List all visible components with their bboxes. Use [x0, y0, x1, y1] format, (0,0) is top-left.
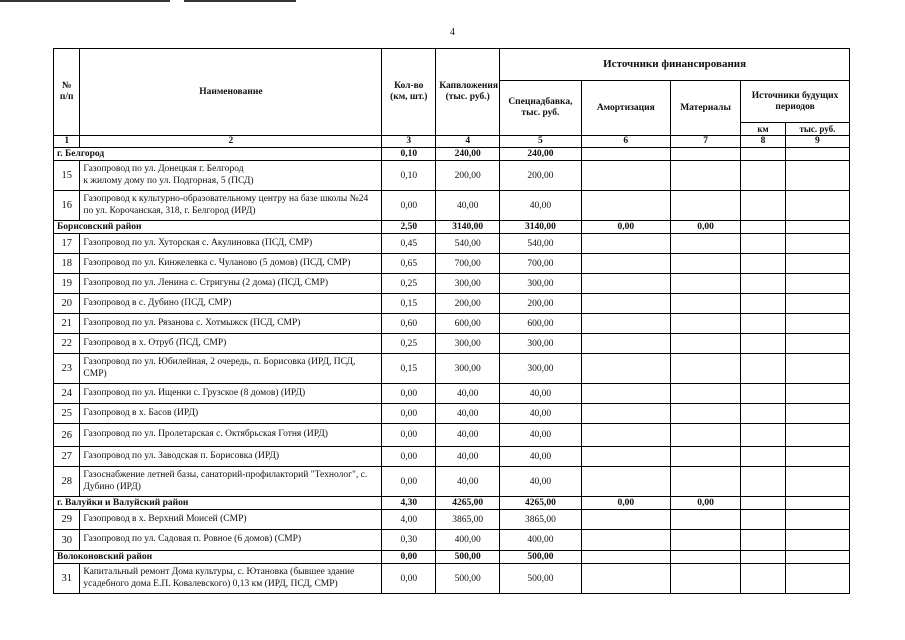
row-number: 23 — [54, 354, 80, 384]
row-qty: 0,25 — [382, 334, 436, 354]
row-investments: 40,00 — [436, 447, 500, 467]
section-special: 500,00 — [500, 551, 581, 564]
row-name: Газопровод по ул. Заводская п. Борисовка (ИРД) — [80, 447, 382, 467]
section-special: 3140,00 — [500, 221, 581, 234]
row-amortization — [581, 294, 670, 314]
table-row — [54, 314, 850, 334]
row-future-km — [741, 424, 786, 447]
row-investments: 40,00 — [436, 467, 500, 497]
table-row — [54, 564, 850, 594]
table-row — [54, 424, 850, 447]
section-future-km — [741, 221, 786, 234]
header-special: Спецнадбавка, тыс. руб. — [500, 81, 581, 136]
header-amortization: Амортизация — [581, 81, 670, 136]
top-rule-right — [184, 0, 296, 2]
row-name: Газопровод по ул. Садовая п. Ровное (6 домов) (СМР) — [80, 530, 382, 551]
row-special: 700,00 — [500, 254, 581, 274]
row-amortization — [581, 191, 670, 221]
row-investments: 200,00 — [436, 294, 500, 314]
row-number: 15 — [54, 161, 80, 191]
row-future-km — [741, 467, 786, 497]
row-name: Газопровод по ул. Рязанова с. Хотмыжск (ПСД, СМР) — [80, 314, 382, 334]
row-special: 40,00 — [500, 191, 581, 221]
section-future-rub — [785, 551, 849, 564]
row-number: 20 — [54, 294, 80, 314]
row-future-rub — [785, 447, 849, 467]
row-number: 28 — [54, 467, 80, 497]
section-amortization: 0,00 — [581, 221, 670, 234]
row-qty: 0,00 — [382, 191, 436, 221]
table-row — [54, 161, 850, 191]
row-materials — [671, 510, 741, 530]
row-qty: 0,45 — [382, 234, 436, 254]
row-investments: 300,00 — [436, 334, 500, 354]
row-investments: 600,00 — [436, 314, 500, 334]
header-name: Наименование — [80, 49, 382, 136]
row-name: Газопровод в с. Дубино (ПСД, СМР) — [80, 294, 382, 314]
row-amortization — [581, 404, 670, 424]
row-amortization — [581, 530, 670, 551]
section-row — [54, 221, 850, 234]
column-number-row — [54, 136, 850, 148]
row-materials — [671, 334, 741, 354]
row-number: 17 — [54, 234, 80, 254]
header-funding-sources: Источники финансирования — [500, 49, 850, 81]
table-row — [54, 530, 850, 551]
row-future-km — [741, 191, 786, 221]
row-name: Газопровод в х. Отруб (ПСД, СМР) — [80, 334, 382, 354]
table-row — [54, 274, 850, 294]
section-future-km — [741, 148, 786, 161]
row-name: Газопровод по ул. Ленина с. Стригуны (2 дома) (ПСД, СМР) — [80, 274, 382, 294]
table-row — [54, 254, 850, 274]
table-row — [54, 384, 850, 404]
table-row — [54, 447, 850, 467]
row-name: Газопровод к культурно-образовательному центру на базе школы №24 по ул. Корочанская, 318, г. Белгород (ИРД) — [80, 191, 382, 221]
column-number: 3 — [382, 136, 436, 148]
column-number: 8 — [741, 136, 786, 148]
section-future-rub — [785, 497, 849, 510]
top-rule-left — [0, 0, 170, 2]
header-future-sources: Источники будущих периодов — [741, 81, 850, 123]
row-investments: 540,00 — [436, 234, 500, 254]
header-no: № п/п — [54, 49, 80, 136]
section-name: Волоконовский район — [54, 551, 382, 564]
section-amortization — [581, 551, 670, 564]
row-future-km — [741, 294, 786, 314]
row-future-km — [741, 564, 786, 594]
row-materials — [671, 530, 741, 551]
row-materials — [671, 384, 741, 404]
row-number: 25 — [54, 404, 80, 424]
row-future-rub — [785, 404, 849, 424]
header-investments: Капвложения (тыс. руб.) — [436, 49, 500, 136]
row-special: 40,00 — [500, 467, 581, 497]
row-number: 22 — [54, 334, 80, 354]
row-qty: 0,00 — [382, 404, 436, 424]
section-investments: 4265,00 — [436, 497, 500, 510]
row-future-km — [741, 447, 786, 467]
row-future-rub — [785, 467, 849, 497]
row-number: 21 — [54, 314, 80, 334]
table-row — [54, 191, 850, 221]
row-qty: 0,00 — [382, 564, 436, 594]
section-future-rub — [785, 148, 849, 161]
row-investments: 300,00 — [436, 354, 500, 384]
header-future-km: км — [741, 123, 786, 136]
row-future-km — [741, 404, 786, 424]
row-qty: 0,15 — [382, 354, 436, 384]
row-investments: 200,00 — [436, 161, 500, 191]
row-special: 300,00 — [500, 334, 581, 354]
row-investments: 40,00 — [436, 384, 500, 404]
section-materials — [671, 551, 741, 564]
row-future-rub — [785, 354, 849, 384]
row-future-km — [741, 234, 786, 254]
row-materials — [671, 234, 741, 254]
section-special: 4265,00 — [500, 497, 581, 510]
row-investments: 40,00 — [436, 191, 500, 221]
section-investments: 3140,00 — [436, 221, 500, 234]
row-name: Газопровод по ул. Ищенки с. Грузское (8 домов) (ИРД) — [80, 384, 382, 404]
row-materials — [671, 467, 741, 497]
row-amortization — [581, 510, 670, 530]
row-name: Газопровод по ул. Пролетарская с. Октябрьская Готня (ИРД) — [80, 424, 382, 447]
row-materials — [671, 564, 741, 594]
row-special: 40,00 — [500, 424, 581, 447]
row-materials — [671, 354, 741, 384]
row-qty: 0,30 — [382, 530, 436, 551]
column-number: 1 — [54, 136, 80, 148]
row-future-rub — [785, 234, 849, 254]
row-materials — [671, 294, 741, 314]
row-future-rub — [785, 334, 849, 354]
row-special: 600,00 — [500, 314, 581, 334]
row-materials — [671, 314, 741, 334]
column-number: 5 — [500, 136, 581, 148]
row-future-rub — [785, 294, 849, 314]
row-name: Капитальный ремонт Дома культуры, с. Ютановка (бывшее здание усадебного дома Е.П. Ковалевского) 0,13 км (ИРД, ПСД, СМР) — [80, 564, 382, 594]
table-row — [54, 354, 850, 384]
row-special: 40,00 — [500, 447, 581, 467]
row-future-rub — [785, 274, 849, 294]
row-future-km — [741, 274, 786, 294]
column-number: 2 — [80, 136, 382, 148]
row-future-rub — [785, 530, 849, 551]
header-future-rub: тыс. руб. — [785, 123, 849, 136]
row-future-km — [741, 334, 786, 354]
section-name: г. Валуйки и Валуйский район — [54, 497, 382, 510]
row-name: Газопровод по ул. Донецкая г. Белгород к жилому дому по ул. Подгорная, 5 (ПСД) — [80, 161, 382, 191]
row-amortization — [581, 314, 670, 334]
row-number: 26 — [54, 424, 80, 447]
row-investments: 300,00 — [436, 274, 500, 294]
table-row — [54, 334, 850, 354]
row-name: Газопровод по ул. Кинжелевка с. Чуланово (5 домов) (ПСД, СМР) — [80, 254, 382, 274]
row-qty: 0,00 — [382, 467, 436, 497]
row-future-rub — [785, 161, 849, 191]
row-special: 540,00 — [500, 234, 581, 254]
row-qty: 4,00 — [382, 510, 436, 530]
row-amortization — [581, 354, 670, 384]
section-future-rub — [785, 221, 849, 234]
row-qty: 0,60 — [382, 314, 436, 334]
row-special: 400,00 — [500, 530, 581, 551]
row-special: 500,00 — [500, 564, 581, 594]
row-materials — [671, 254, 741, 274]
row-future-km — [741, 510, 786, 530]
section-name: Борисовский район — [54, 221, 382, 234]
row-amortization — [581, 234, 670, 254]
section-qty: 4,30 — [382, 497, 436, 510]
row-investments: 400,00 — [436, 530, 500, 551]
row-future-km — [741, 354, 786, 384]
row-materials — [671, 404, 741, 424]
row-materials — [671, 161, 741, 191]
section-materials — [671, 148, 741, 161]
row-special: 200,00 — [500, 161, 581, 191]
funding-table — [53, 48, 850, 594]
row-qty: 0,65 — [382, 254, 436, 274]
column-number: 6 — [581, 136, 670, 148]
section-row — [54, 497, 850, 510]
row-amortization — [581, 424, 670, 447]
row-materials — [671, 191, 741, 221]
row-amortization — [581, 447, 670, 467]
section-qty: 0,00 — [382, 551, 436, 564]
row-special: 40,00 — [500, 384, 581, 404]
row-name: Газопровод по ул. Хуторская с. Акулиновка (ПСД, СМР) — [80, 234, 382, 254]
row-materials — [671, 447, 741, 467]
row-future-rub — [785, 384, 849, 404]
row-special: 40,00 — [500, 404, 581, 424]
row-future-rub — [785, 254, 849, 274]
section-name: г. Белгород — [54, 148, 382, 161]
row-future-rub — [785, 510, 849, 530]
header-qty: Кол-во (км, шт.) — [382, 49, 436, 136]
section-special: 240,00 — [500, 148, 581, 161]
row-investments: 500,00 — [436, 564, 500, 594]
section-amortization — [581, 148, 670, 161]
row-amortization — [581, 274, 670, 294]
row-number: 31 — [54, 564, 80, 594]
row-number: 30 — [54, 530, 80, 551]
section-row — [54, 551, 850, 564]
section-investments: 240,00 — [436, 148, 500, 161]
table-row — [54, 510, 850, 530]
row-future-km — [741, 384, 786, 404]
row-materials — [671, 274, 741, 294]
table-row — [54, 234, 850, 254]
row-number: 16 — [54, 191, 80, 221]
column-number: 7 — [671, 136, 741, 148]
section-materials: 0,00 — [671, 221, 741, 234]
section-qty: 2,50 — [382, 221, 436, 234]
row-amortization — [581, 564, 670, 594]
row-number: 29 — [54, 510, 80, 530]
row-investments: 40,00 — [436, 424, 500, 447]
page-number: 4 — [450, 27, 455, 38]
table-row — [54, 404, 850, 424]
row-future-km — [741, 161, 786, 191]
row-qty: 0,00 — [382, 447, 436, 467]
row-future-rub — [785, 191, 849, 221]
row-qty: 0,00 — [382, 384, 436, 404]
column-number: 4 — [436, 136, 500, 148]
section-investments: 500,00 — [436, 551, 500, 564]
row-future-rub — [785, 564, 849, 594]
row-number: 27 — [54, 447, 80, 467]
row-name: Газопровод по ул. Юбилейная, 2 очередь, п. Борисовка (ИРД, ПСД, СМР) — [80, 354, 382, 384]
row-amortization — [581, 334, 670, 354]
row-number: 19 — [54, 274, 80, 294]
row-qty: 0,00 — [382, 424, 436, 447]
row-materials — [671, 424, 741, 447]
section-row — [54, 148, 850, 161]
row-investments: 700,00 — [436, 254, 500, 274]
row-qty: 0,10 — [382, 161, 436, 191]
section-amortization: 0,00 — [581, 497, 670, 510]
row-qty: 0,15 — [382, 294, 436, 314]
row-special: 200,00 — [500, 294, 581, 314]
row-future-rub — [785, 424, 849, 447]
row-number: 18 — [54, 254, 80, 274]
row-name: Газопровод в х. Верхний Моисей (СМР) — [80, 510, 382, 530]
column-number: 9 — [785, 136, 849, 148]
table-row — [54, 467, 850, 497]
table-row — [54, 294, 850, 314]
row-investments: 3865,00 — [436, 510, 500, 530]
row-amortization — [581, 254, 670, 274]
header-materials: Материалы — [671, 81, 741, 136]
row-future-km — [741, 530, 786, 551]
section-materials: 0,00 — [671, 497, 741, 510]
section-future-km — [741, 551, 786, 564]
row-special: 300,00 — [500, 274, 581, 294]
row-amortization — [581, 384, 670, 404]
row-qty: 0,25 — [382, 274, 436, 294]
row-name: Газопровод в х. Басов (ИРД) — [80, 404, 382, 424]
row-future-rub — [785, 314, 849, 334]
row-amortization — [581, 467, 670, 497]
row-name: Газоснабжение летней базы, санаторий-профилакторий "Технолог", с. Дубино (ИРД) — [80, 467, 382, 497]
row-amortization — [581, 161, 670, 191]
section-qty: 0,10 — [382, 148, 436, 161]
row-future-km — [741, 314, 786, 334]
row-investments: 40,00 — [436, 404, 500, 424]
row-future-km — [741, 254, 786, 274]
row-special: 300,00 — [500, 354, 581, 384]
row-special: 3865,00 — [500, 510, 581, 530]
row-number: 24 — [54, 384, 80, 404]
section-future-km — [741, 497, 786, 510]
